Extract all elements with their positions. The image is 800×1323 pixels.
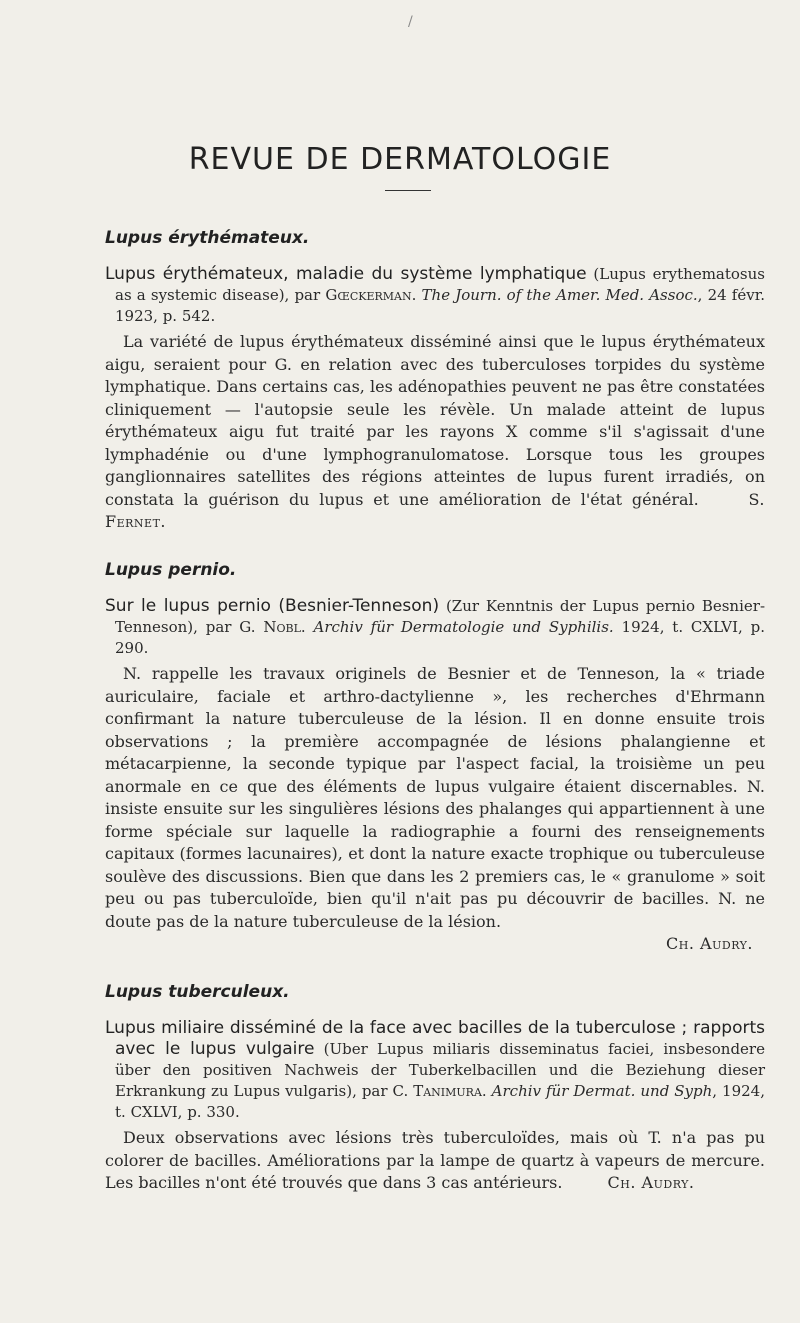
reference-original-title: (Zur Kenntnis der Lupus pernio Besnier-Tenneson), par G. <box>115 597 766 636</box>
reference-original-title: (Uber Lupus miliaris disseminatus faciei, insbesondere über den positiven Nachweis der Tuberkelbacillen und die Beziehung dieser Erkrankung zu Lupus vulgaris), par C. <box>115 1040 765 1100</box>
abstract-text: N. rappelle les travaux originels de Besnier et de Tenneson, la « triade auriculaire, faciale et arthro-dactylienne », les recherches d'Ehrmann confirmant la nature tuberculeuse de la lésion. Il en donne ensuite trois observations ; la première accompagnée de lésions phalangienne et métacarpienne, la seconde typique par l'aspect facial, la troisième un peu anormale en ce que des éléments de lupus vulgaire étaient discernables. N. insiste ensuite sur les singulières lésions des phalanges qui appartiennent à une forme spéciale sur laquelle la radiographie a fourni des renseignements capitaux (formes lacunaires), et dont la nature exacte trophique ou tuberculeuse soulève des discussions. Bien que dans les 2 premiers cas, le « granulome » soit peu ou pas tuberculoïde, bien qu'il n'ait pas pu découvrir de bacilles. N. ne doute pas de la nature tuberculeuse de la lésion. <box>105 664 765 931</box>
abstract-text: Deux observations avec lésions très tuberculoïdes, mais où T. n'a pas pu colorer de bacilles. Améliorations par la lampe de quartz à vapeurs de mercure. Les bacilles n'ont été trouvés que dans 3 cas antérieurs. <box>105 1128 765 1192</box>
reference-author: Nobl. <box>263 618 306 636</box>
article-reference <box>105 264 765 327</box>
section-heading: Lupus érythémateux. <box>105 228 310 248</box>
page-title: REVUE DE DERMATOLOGIE <box>188 142 612 177</box>
reference-journal: Archiv für Dermat. und Syph <box>491 1082 713 1100</box>
reference-original-title: (Lupus erythematosus as a systemic disease), par <box>115 265 765 304</box>
reference-author: Tanimura. <box>413 1082 487 1100</box>
section-lupus-pernio <box>105 560 765 956</box>
reference-details: 1924, t. CXLVI, p. 290. <box>115 618 765 657</box>
reference-author: Gœckerman. <box>325 286 417 304</box>
page-mark: / <box>408 14 413 30</box>
abstract-body <box>105 663 765 933</box>
reference-details: , 1924, t. CXLVI, p. 330. <box>115 1082 765 1121</box>
article-reference <box>105 1018 765 1123</box>
signature: Ch. Audry. <box>607 1173 695 1192</box>
article-title: Lupus miliaire disséminé de la face avec bacilles de la tuberculose ; rapports avec le lupus vulgaire <box>105 1018 765 1059</box>
section-heading: Lupus tuberculeux. <box>105 982 290 1002</box>
signature: Ch. Audry. <box>666 934 753 953</box>
title-divider <box>385 190 431 191</box>
article-reference <box>105 596 766 659</box>
article-title: Sur le lupus pernio (Besnier-Tenneson) <box>105 596 440 616</box>
section-lupus-erythemateux <box>105 228 765 534</box>
reference-details: , 24 févr. 1923, p. 542. <box>115 286 765 325</box>
signature: S. Fernet. <box>105 489 765 531</box>
abstract-body <box>105 331 765 534</box>
abstract-text: La variété de lupus érythémateux disséminé ainsi que le lupus érythémateux aigu, seraient pour G. en relation avec des tuberculoses torpides du système lymphatique. Dans certains cas, les adénopathies peuvent ne pas être constatées cliniquement — l'autopsie seule les révèle. Un malade atteint de lupus érythémateux aigu fut traité par les rayons X comme s'il s'agissait d'une lymphadénie ou d'une lymphogranulomatose. Lorsque tous les groupes ganglionnaires satellites des régions atteintes de lupus furent irradiés, on constata la guérison du lupus et une amélioration de l'état général. <box>105 332 765 509</box>
abstract-body <box>105 1127 765 1195</box>
reference-journal: Archiv für Dermatologie und Syphilis. <box>313 618 614 636</box>
article-title: Lupus érythémateux, maladie du système lymphatique <box>105 264 587 284</box>
section-lupus-tuberculeux <box>105 982 765 1195</box>
signature-line <box>105 933 765 956</box>
reference-journal: The Journ. of the Amer. Med. Assoc. <box>421 286 698 304</box>
section-heading: Lupus pernio. <box>105 560 237 580</box>
